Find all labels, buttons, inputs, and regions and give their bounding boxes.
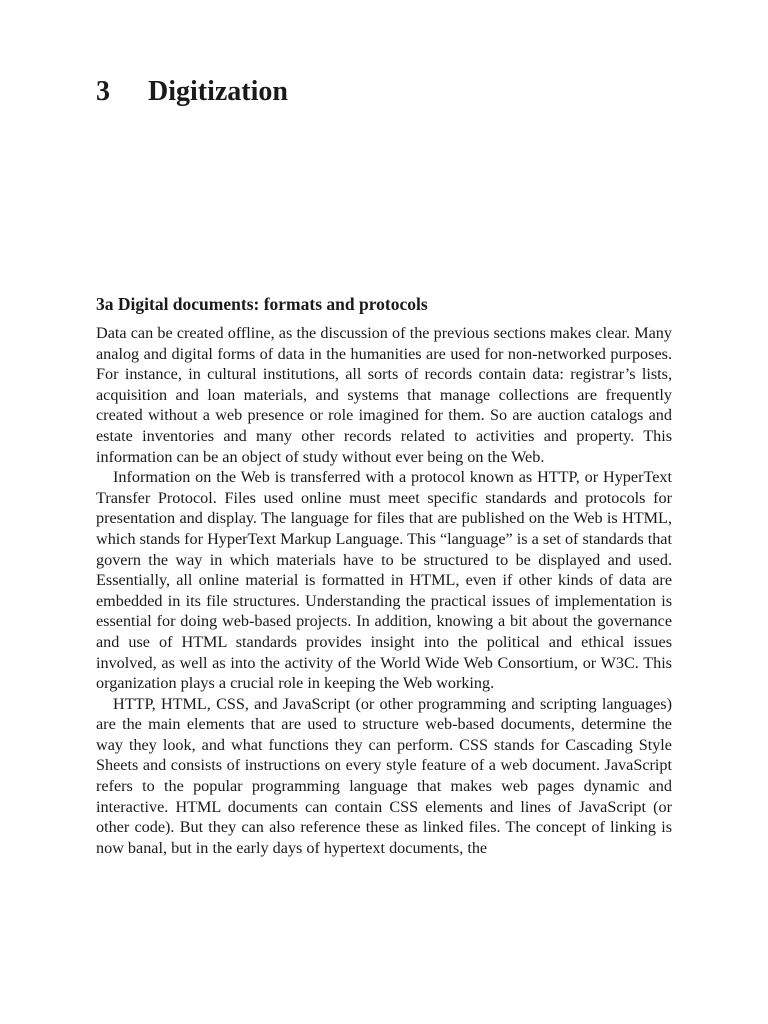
- chapter-heading: [96, 74, 288, 110]
- body-text: [96, 323, 672, 858]
- chapter-title: Digitization: [148, 76, 288, 107]
- paragraph-3: HTTP, HTML, CSS, and JavaScript (or other programming and scripting languages) are the main elements that are used to structure web-based documents, determine the way they look, and what functions they can perform. CSS stands for Cascading Style Sheets and consists of instructions on every style feature of a web document. JavaScript refers to the popular programming language that makes web pages dynamic and interactive. HTML documents can contain CSS elements and lines of JavaScript (or other code). But they can also reference these as linked files. The concept of linking is now banal, but in the early days of hypertext documents, the: [96, 694, 672, 857]
- paragraph-1: Data can be created offline, as the discussion of the previous sections makes clear. Many analog and digital forms of data in the humanities are used for non-networked purposes. For instance, in cultural institutions, all sorts of records contain data: registrar’s lists, acquisition and loan materials, and systems that manage collections are frequently created without a web presence or role imagined for them. So are auction catalogs and estate inventories and many other records related to activities and property. This information can be an object of study without ever being on the Web.: [96, 324, 672, 466]
- chapter-number: 3: [96, 76, 110, 107]
- book-page: [96, 0, 672, 1024]
- section-heading: 3a Digital documents: formats and protocols: [96, 294, 428, 314]
- paragraph-2: Information on the Web is transferred with a protocol known as HTTP, or HyperText Transfer Protocol. Files used online must meet specific standards and protocols for presentation and display. The language for files that are published on the Web is HTML, which stands for HyperText Markup Language. This “language” is a set of standards that govern the way in which materials have to be structured to be displayed and used. Essentially, all online material is formatted in HTML, even if other kinds of data are embedded in its file structures. Understanding the practical issues of implementation is essential for doing web-based projects. In addition, knowing a bit about the governance and use of HTML standards provides insight into the political and ethical issues involved, as well as into the activity of the World Wide Web Consortium, or W3C. This organization plays a crucial role in keeping the Web working.: [96, 468, 672, 693]
